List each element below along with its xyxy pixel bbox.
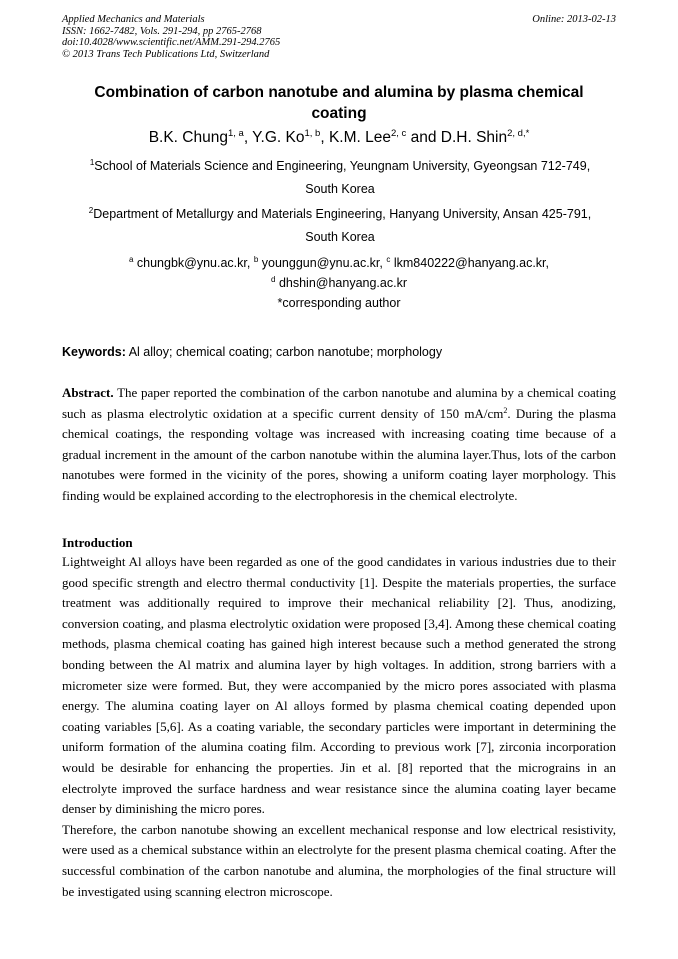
- email-sup: d: [271, 275, 276, 284]
- email-sup: a: [128, 255, 134, 264]
- author-name: D.H. Shin: [440, 129, 508, 146]
- copyright-line: © 2013 Trans Tech Publications Ltd, Switzerland: [62, 48, 270, 60]
- email-address[interactable]: chungbk@ynu.ac.kr: [136, 256, 247, 270]
- affiliation-line: Department of Metallurgy and Materials Engineering, Hanyang University, Ansan 425-791,: [93, 207, 592, 221]
- author-name: B.K. Chung: [148, 129, 228, 146]
- abstract-sup: 2: [503, 405, 508, 415]
- intro-paragraph: Therefore, the carbon nanotube showing an excellent mechanical response and low electrical resistivity, were used as a chemical substance within an electrolyte for the present plasma chemical coating. After the successful combination of the carbon nanotube and alumina, the morphologies of the final structure will be investigated using scanning electron microscope.: [62, 821, 616, 899]
- author-sep: ,: [243, 129, 253, 146]
- email-address[interactable]: lkm840222@hanyang.ac.kr: [393, 256, 546, 270]
- intro-paragraph: Lightweight Al alloys have been regarded as one of the good candidates in various industries due to their good specific strength and electro thermal conductivity [1]. Despite the materials properties, the surface treatment was additionally required to improve their mechanical reliability [2]. Thus, anodizing, conversion coating, and plasma electrolytic oxidation were proposed [3,4]. Among these chemical coating methods, plasma chemical coating has gained high interest because such a method generated the strong bonding between the Al matrix and alumina layer by high voltages. In addition, strong barriers with a micrometer size were formed. But, they were accompanied by the micro pores associated with plasma energy. The alumina coating layer on Al alloys formed by plasma chemical coating depended upon coating variables [5,6]. As a coating variable, the secondary particles were important in determining the uniform formation of the alumina coating film. According to previous work [7], zirconia incorporation would be desirable for enhancing the properties. Jin et al. [8] reported that the micrograins in an electrolyte improved the surface hardness and wear resistance since the alumina coating layer became denser by diminishing the micro pores.: [62, 554, 616, 817]
- email-sup: c: [386, 255, 391, 264]
- issn-line: ISSN: 1662-7482, Vols. 291-294, pp 2765-2768: [62, 25, 262, 37]
- email-address[interactable]: younggun@ynu.ac.kr: [261, 256, 380, 270]
- author-sep: ,: [320, 129, 329, 146]
- affiliation-line: South Korea: [305, 230, 375, 244]
- affiliation-2: [70, 203, 610, 249]
- author-sup: 2, d,*: [507, 128, 530, 139]
- abstract-section: [62, 383, 616, 507]
- author-name: K.M. Lee: [328, 129, 391, 146]
- journal-name: Applied Mechanics and Materials: [62, 14, 205, 25]
- introduction-heading: Introduction: [62, 535, 133, 550]
- affiliation-num: 2: [88, 206, 94, 215]
- introduction-section: [62, 552, 616, 902]
- affiliation-num: 1: [89, 158, 95, 167]
- affiliation-line: South Korea: [305, 182, 375, 196]
- email-address[interactable]: dhshin@hanyang.ac.kr: [278, 276, 407, 290]
- keywords-label: Keywords:: [62, 345, 126, 359]
- email-sup: b: [253, 255, 259, 264]
- author-and: and: [406, 129, 441, 146]
- corresponding-author-note: *corresponding author: [277, 296, 401, 310]
- author-sup: 1, b: [304, 128, 321, 139]
- online-date: Online: 2013-02-13: [532, 14, 616, 25]
- author-name: Y.G. Ko: [252, 129, 305, 146]
- paper-title: [62, 82, 616, 124]
- author-list: [62, 128, 616, 148]
- keywords-section: [62, 344, 616, 360]
- author-sup: 2, c: [390, 128, 407, 139]
- affiliation-line: School of Materials Science and Engineering, Yeungnam University, Gyeongsan 712-749,: [94, 159, 591, 173]
- abstract-text: The paper reported the combination of the carbon nanotube and alumina by a chemical coating such as plasma electrolytic oxidation at a specific current density of 150 mA/cm: [62, 385, 616, 421]
- author-sup: 1, a: [227, 128, 244, 139]
- abstract-text: . During the plasma chemical coatings, the responding voltage was increased with increasing coating time because of a gradual increment in the amount of the carbon nanotube within the alumina layer.Thus, lots of the carbon nanotubes were formed in the vicinity of the pores, showing a uniform coating layer morphology. This finding would be explained according to the electrophoresis in the chemical electrolyte.: [62, 405, 616, 503]
- title-line-2: coating: [311, 105, 367, 122]
- journal-header: [62, 14, 616, 60]
- abstract-label: Abstract.: [62, 385, 114, 400]
- author-emails: $^a$ chungbk@ynu.ac.kr, $^b$ younggun@ynu.ac.kr, $^c$ lkm840222@hanyang.ac.kr, $^d$ dhshin@hanyang.ac.kr *corresponding author: [62, 253, 616, 313]
- keywords-text: Al alloy; chemical coating; carbon nanotube; morphology: [128, 345, 443, 359]
- doi-line: doi:10.4028/www.scientific.net/AMM.291-294.2765: [62, 37, 281, 48]
- affiliation-1: [70, 155, 610, 201]
- title-line-1: Combination of carbon nanotube and alumina by plasma chemical: [94, 84, 584, 101]
